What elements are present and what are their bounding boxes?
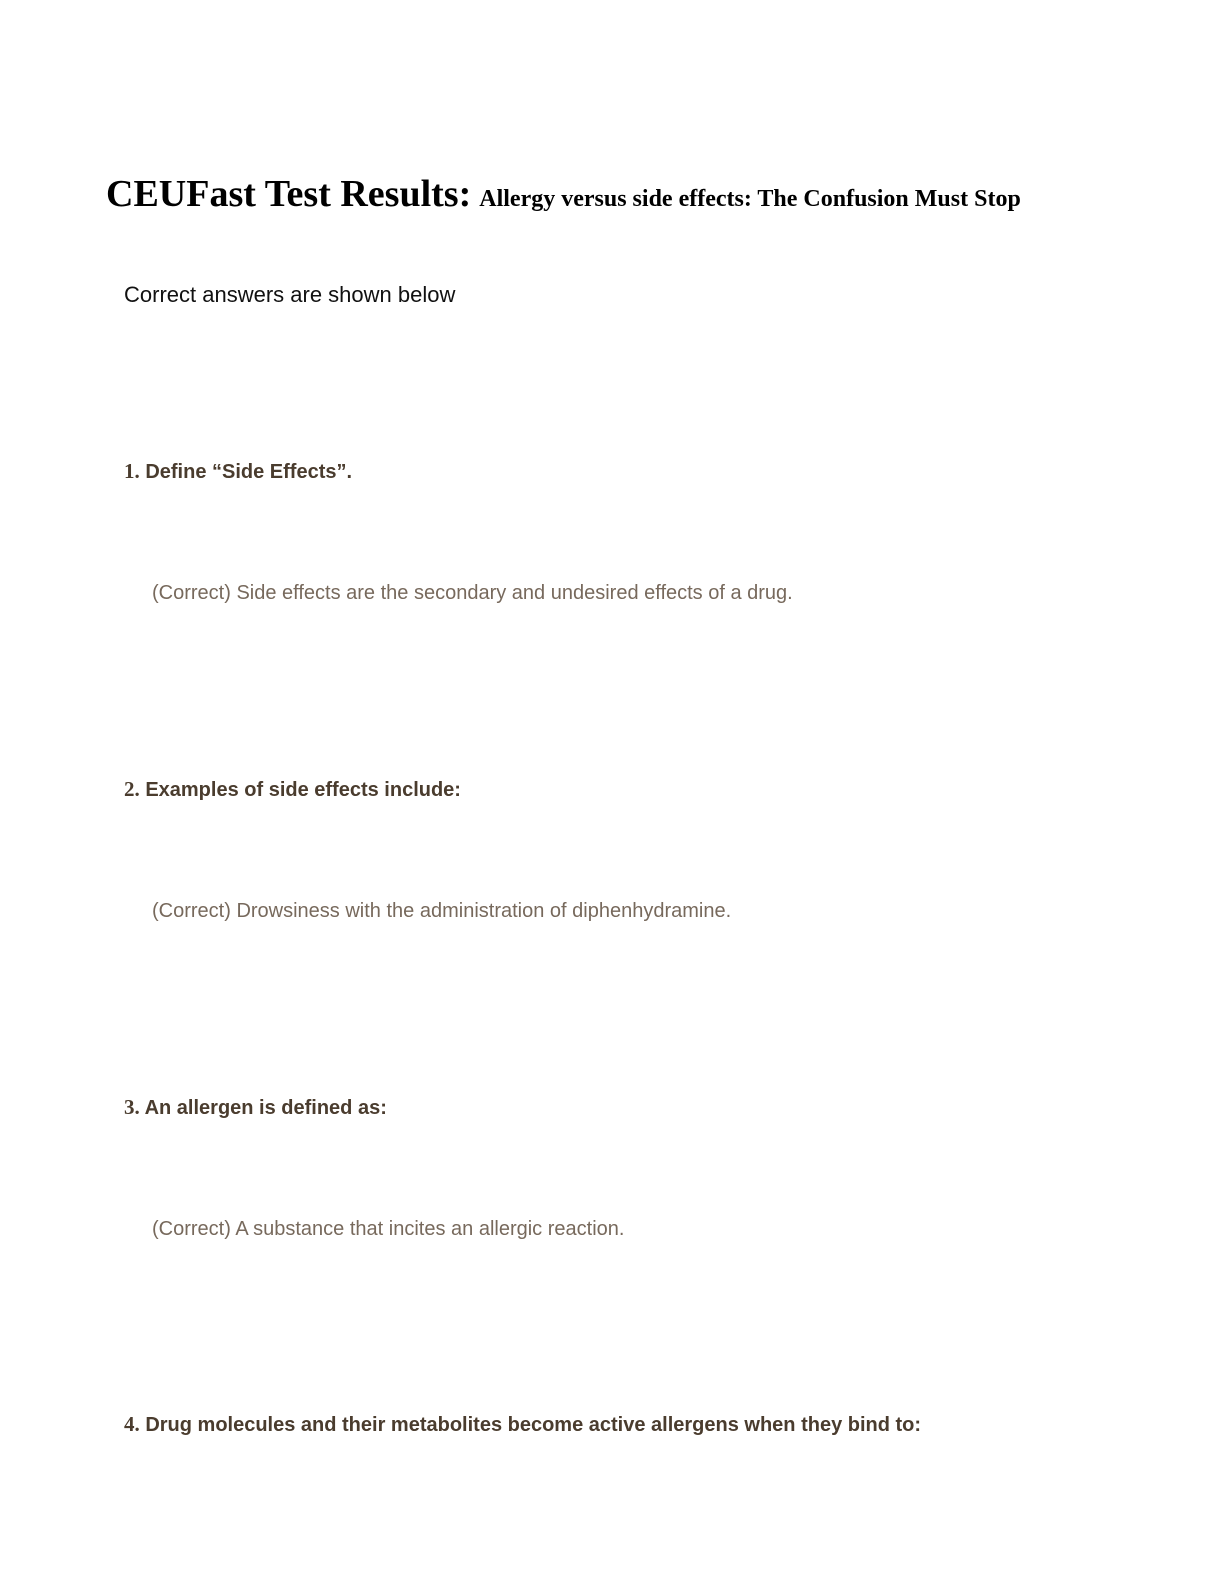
question-number: 3. (124, 1095, 140, 1119)
answer-3: (Correct) A substance that incites an allergic reaction. (152, 1218, 625, 1240)
question-3 (124, 1095, 387, 1120)
page-title (106, 172, 1156, 216)
question-4 (124, 1412, 921, 1437)
question-number: 1. (124, 459, 140, 483)
question-number: 4. (124, 1412, 140, 1436)
question-1 (124, 459, 352, 484)
question-2 (124, 777, 461, 802)
intro-text: Correct answers are shown below (124, 282, 456, 307)
question-text: Examples of side effects include: (145, 779, 461, 801)
answer-1: (Correct) Side effects are the secondary and undesired effects of a drug. (152, 582, 793, 604)
question-text: Define “Side Effects”. (145, 461, 353, 483)
title-main: CEUFast Test Results: (106, 173, 472, 215)
answer-2: (Correct) Drowsiness with the administration of diphenhydramine. (152, 900, 732, 922)
question-text: Drug molecules and their metabolites become active allergens when they bind to: (145, 1414, 922, 1436)
question-number: 2. (124, 777, 140, 801)
question-text: An allergen is defined as: (144, 1097, 387, 1119)
title-subtitle: Allergy versus side effects: The Confusion Must Stop (479, 186, 1021, 212)
